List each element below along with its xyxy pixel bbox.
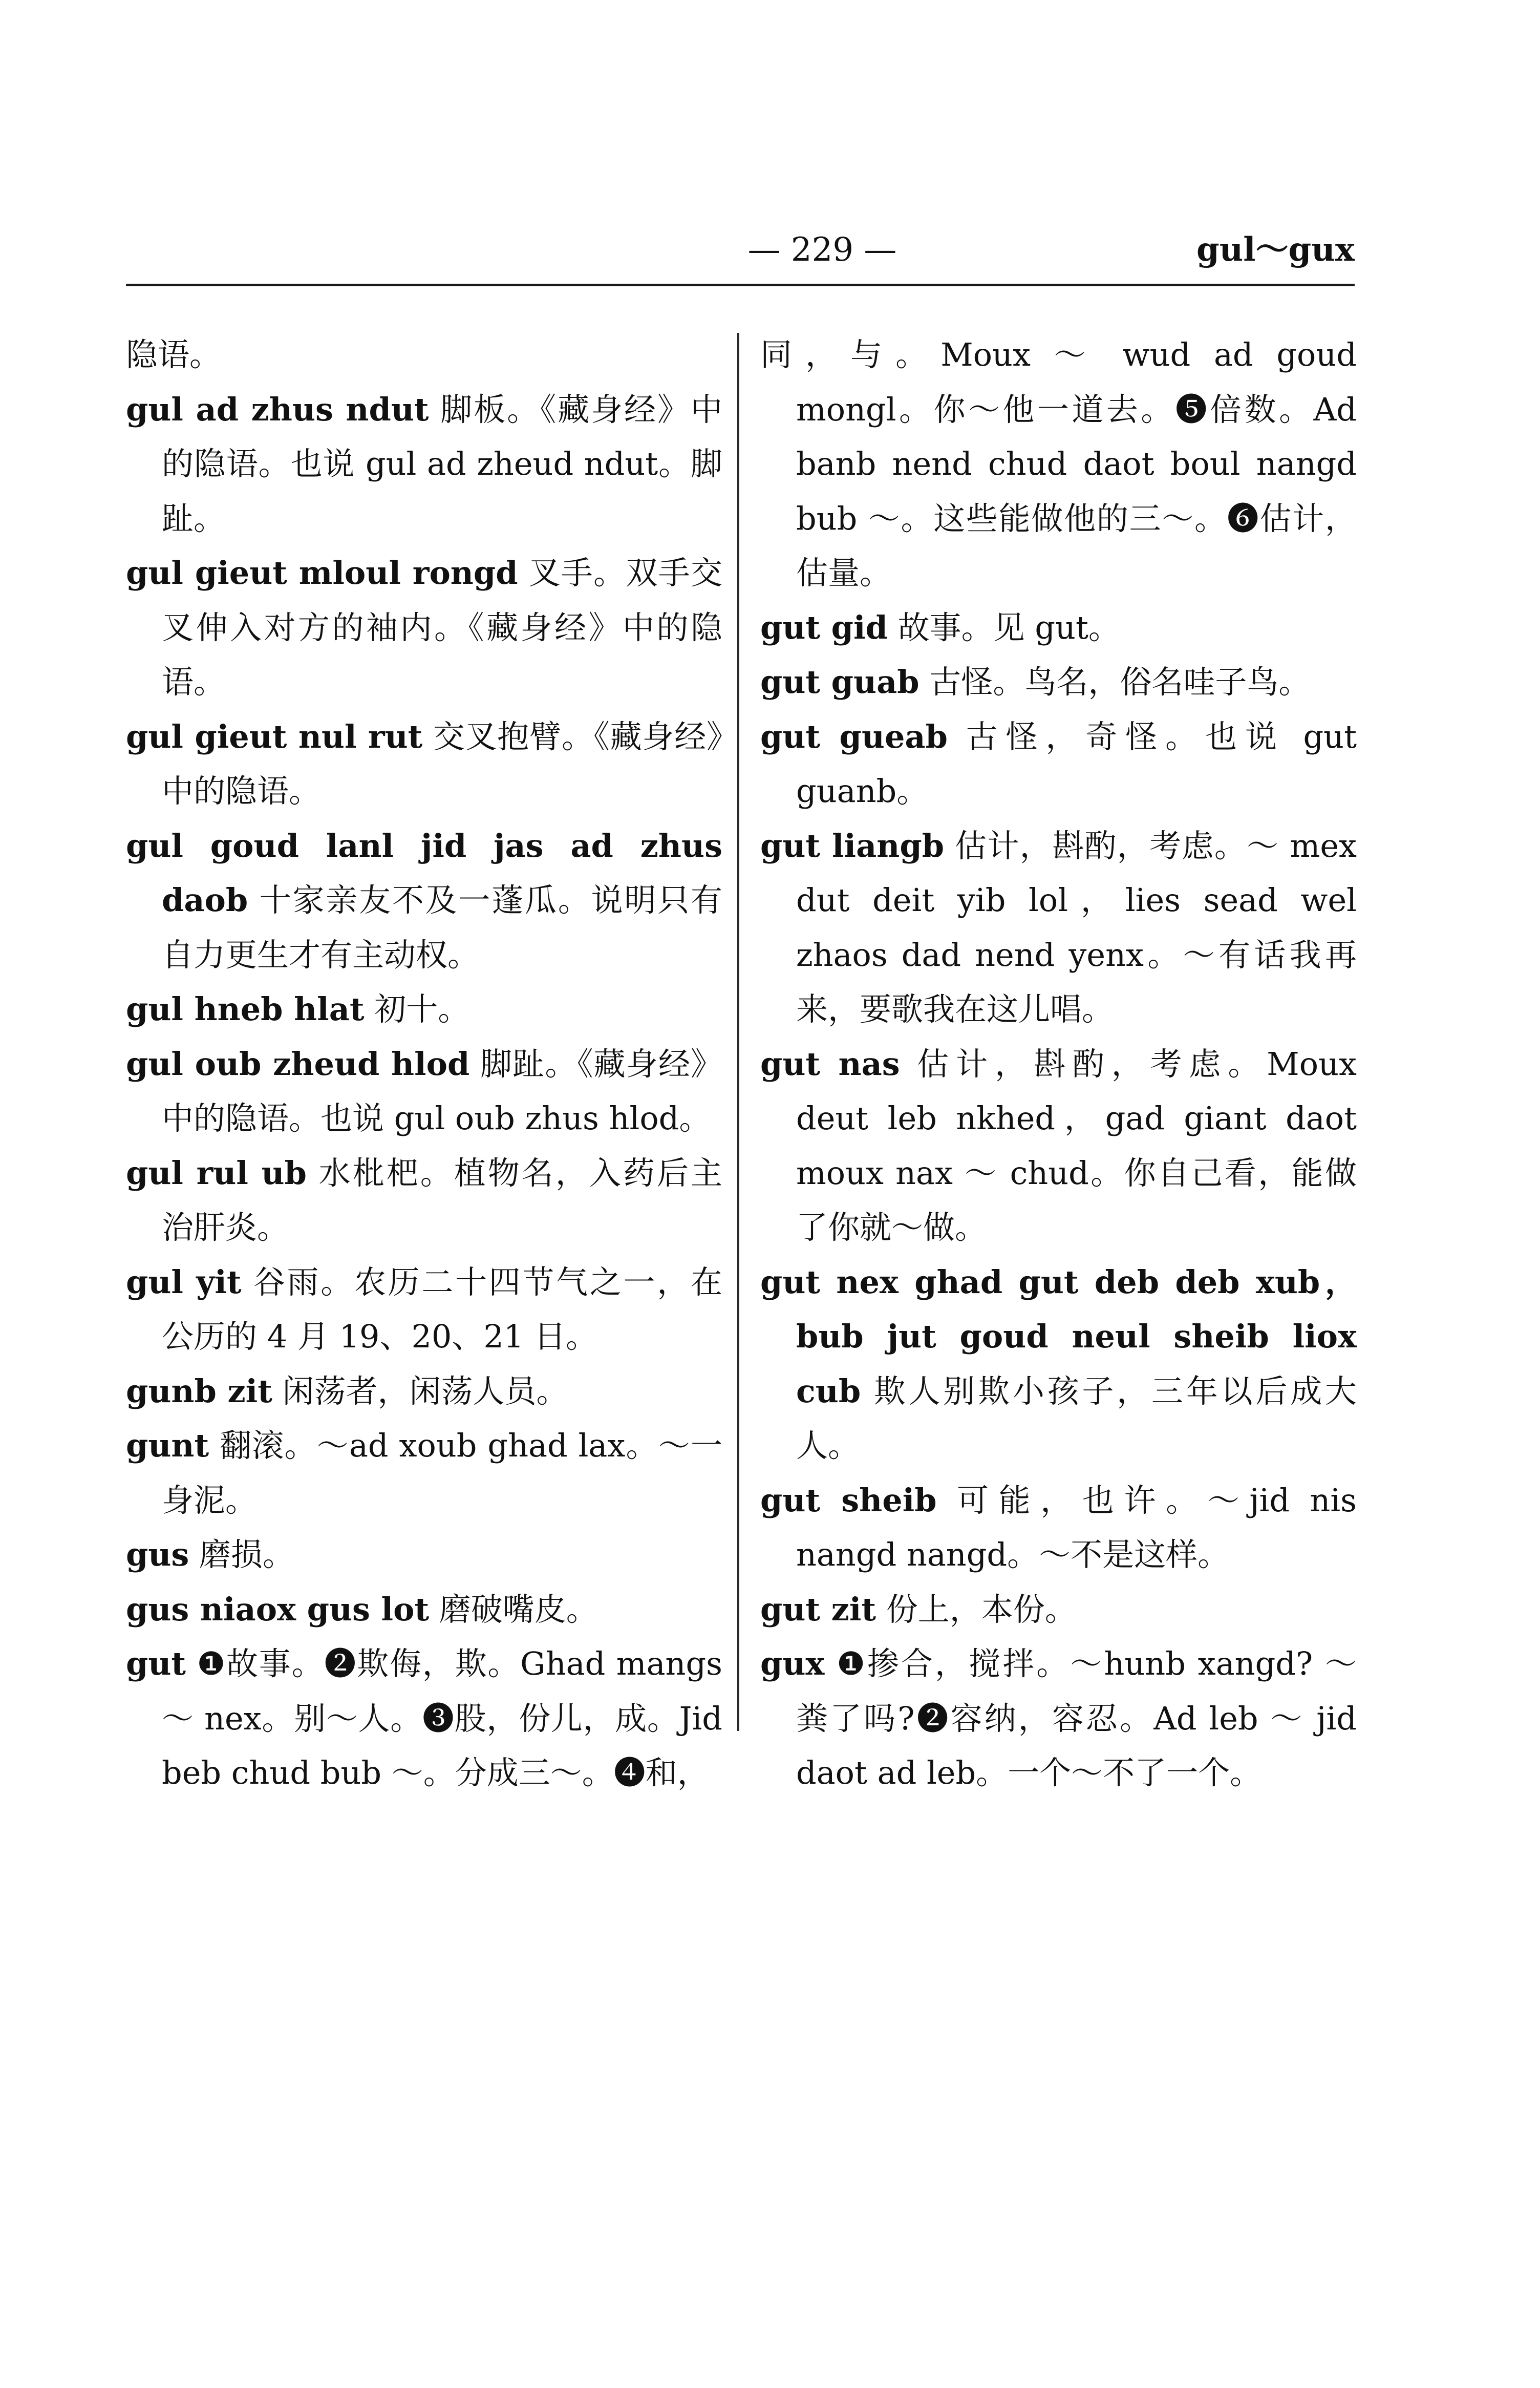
headword: gut zit: [760, 1590, 876, 1628]
dictionary-entry: [126, 710, 722, 819]
dictionary-entry: [760, 328, 1357, 601]
definition: 同，与。Moux ～ wud ad goud mongl。你～他一道去。❺倍数。Ad banb nend chud daot boul nangd bub ～。这些能做他的三～。❻估计，估量。: [760, 336, 1357, 591]
page-header: [126, 224, 1355, 282]
headword: gul rul ub: [126, 1154, 307, 1192]
definition: 初十。: [364, 990, 470, 1028]
headword: gus: [126, 1536, 189, 1573]
right-column: [760, 328, 1357, 1801]
headword: gunt: [126, 1427, 209, 1464]
definition: 隐语。: [126, 336, 222, 373]
dictionary-entry: [760, 1637, 1357, 1801]
definition: 叉手。双手交叉伸入对方的袖内。《藏身经》中的隐语。: [162, 554, 722, 701]
dictionary-entry: [760, 1037, 1357, 1255]
definition: 水枇杷。植物名，入药后主治肝炎。: [162, 1154, 722, 1246]
dictionary-entry: [760, 601, 1357, 656]
dictionary-entry: [126, 328, 722, 383]
page-number: — 229 —: [747, 231, 897, 269]
headword: gut liangb: [760, 827, 945, 864]
dictionary-entry: [126, 546, 722, 710]
headword: gut gueab: [760, 717, 948, 755]
headword: gul oub zheud hlod: [126, 1045, 470, 1083]
dictionary-entry: [126, 1146, 722, 1255]
dictionary-entry: [126, 1528, 722, 1582]
dictionary-entry: [126, 383, 722, 546]
left-column: [126, 328, 722, 1801]
headword: gul hneb hlat: [126, 990, 365, 1028]
definition: 可能，也许。～jid nis nangd nangd。～不是这样。: [796, 1481, 1357, 1573]
dictionary-entry: [760, 655, 1357, 710]
running-head: gul～gux: [1196, 230, 1355, 269]
definition: 古怪。鸟名，俗名哇子鸟。: [919, 663, 1311, 701]
definition: 交叉抱臂。《藏身经》中的隐语。: [162, 717, 722, 810]
definition: 估计，斟酌，考虑。Moux deut leb nkhed，gad giant daot moux nax ～ chud。你自己看，能做了你就～做。: [796, 1045, 1357, 1246]
dictionary-entry: [760, 710, 1357, 819]
dictionary-entry: [126, 982, 722, 1037]
definition: ❶掺合，搅拌。～hunb xangd? ～粪了吗?❷容纳，容忍。Ad leb ～ jid daot ad leb。一个～不了一个。: [796, 1645, 1357, 1791]
dictionary-entry: [760, 1582, 1357, 1637]
definition: 磨破嘴皮。: [429, 1590, 598, 1628]
definition: 十家亲友不及一蓬瓜。说明只有自力更生才有主动权。: [162, 881, 722, 974]
dictionary-entry: [760, 819, 1357, 1037]
dictionary-entry: [760, 1473, 1357, 1582]
headword: gut gid: [760, 608, 888, 646]
headword: gut nas: [760, 1045, 900, 1083]
definition: 故事。见 gut。: [887, 608, 1120, 646]
headword: gul goud lanl jid jas ad zhus daob: [126, 827, 722, 919]
dictionary-entry: [126, 1037, 722, 1146]
definition: 欺人别欺小孩子，三年以后成大人。: [796, 1372, 1357, 1464]
headword: gul gieut nul rut: [126, 717, 423, 755]
headword: gut: [126, 1645, 186, 1682]
headword: gut guab: [760, 663, 919, 701]
dictionary-entry: [126, 1419, 722, 1528]
headword: gux: [760, 1645, 825, 1682]
definition: 脚板。《藏身经》中的隐语。也说 gul ad zheud ndut。脚趾。: [162, 390, 722, 537]
header-rule: [126, 284, 1355, 286]
definition: 古怪，奇怪。也说 gut guanb。: [796, 717, 1357, 810]
dictionary-entry: [126, 1364, 722, 1419]
headword: gut nex ghad gut deb deb xub，bub jut goud neul sheib liox cub: [760, 1263, 1357, 1410]
headword: gunb zit: [126, 1372, 272, 1410]
definition: 脚趾。《藏身经》中的隐语。也说 gul oub zhus hlod。: [162, 1045, 722, 1137]
dictionary-entry: [126, 1637, 722, 1801]
headword: gus niaox gus lot: [126, 1590, 430, 1628]
column-divider: [737, 333, 739, 1731]
headword: gul yit: [126, 1263, 242, 1301]
dictionary-entry: [126, 819, 722, 983]
dictionary-entry: [126, 1255, 722, 1364]
definition: 翻滚。～ad xoub ghad lax。～一身泥。: [162, 1427, 722, 1519]
headword: gut sheib: [760, 1481, 937, 1519]
dictionary-entry: [126, 1582, 722, 1637]
definition: 磨损。: [189, 1536, 295, 1573]
dictionary-entry: [760, 1255, 1357, 1473]
definition: 估计，斟酌，考虑。～ mex dut deit yib lol，lies sead wel zhaos dad nend yenx。～有话我再来，要歌我在这儿唱。: [796, 827, 1357, 1028]
headword: gul gieut mloul rongd: [126, 554, 518, 591]
definition: 闲荡者，闲荡人员。: [272, 1372, 568, 1410]
definition: 份上，本份。: [876, 1590, 1077, 1628]
definition: ❶故事。❷欺侮，欺。Ghad mangs ～ nex。别～人。❸股，份儿，成。Jid beb chud bub ～。分成三～。❹和，: [162, 1645, 722, 1791]
headword: gul ad zhus ndut: [126, 390, 429, 428]
definition: 谷雨。农历二十四节气之一，在公历的 4 月 19、20、21 日。: [162, 1263, 722, 1355]
